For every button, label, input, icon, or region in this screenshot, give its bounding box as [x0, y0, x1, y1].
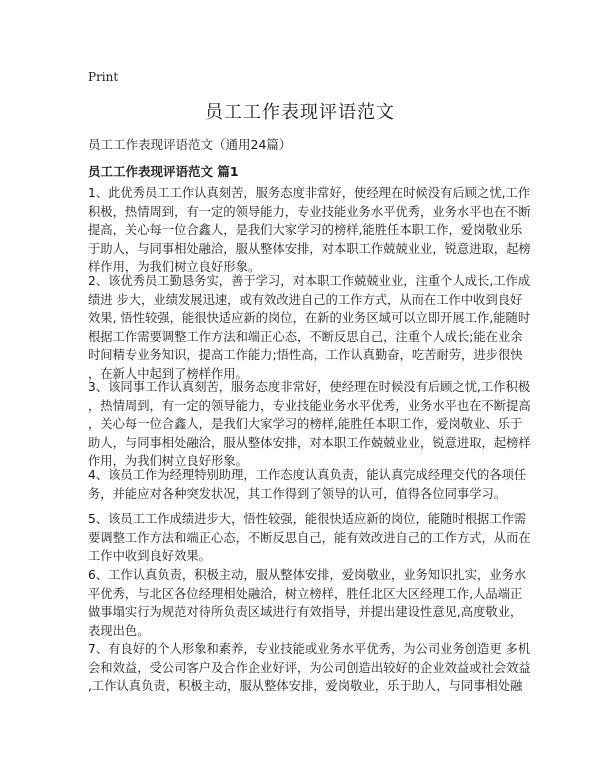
- paragraph-line: ，在新人中起到了榜样作用。: [88, 366, 248, 381]
- paragraph-3: [88, 378, 531, 471]
- paragraph-line: 要调整工作方法和端正心态，不断反思自己，能有效改进自己的工作方式，从而在: [88, 530, 531, 545]
- paragraph-line: 根据工作需要调整工作方法和端正心态，不断反思自己，注重个人成长;能在业余: [88, 329, 523, 344]
- paragraph-line: 积极，热情周到，有一定的领导能力，专业技能业务水平优秀，业务水平也在不断: [88, 204, 531, 219]
- paragraph-line: 于助人，与同事相处融洽，服从整体安排，对本职工作兢兢业业，锐意进取，起榜: [88, 241, 531, 256]
- paragraph-line: 务，并能应对各种突发状况，其工作得到了领导的认可，值得各位同事学习。: [88, 486, 507, 501]
- paragraph-line: 表现出色。: [88, 623, 150, 638]
- paragraph-line: 绩进 步大，业绩发展迅速，或有效改进自己的工作方式，从而在工作中收到良好: [88, 292, 523, 307]
- paragraph-5: [88, 510, 531, 566]
- paragraph-line: 6、工作认真负责，积极主动，服从整体安排，爱岗敬业，业务知识扎实，业务水: [88, 568, 527, 582]
- paragraph-line: 做事塌实行为规范对待所负责区域进行有效指导，并提出建设性意见,高度敬业，: [88, 605, 523, 619]
- paragraph-line: 样作用，为我们树立良好形象。: [88, 260, 261, 274]
- paragraph-line: 助人，与同事相处融洽，服从整体安排，对本职工作兢兢业业，锐意进取，起榜样: [88, 435, 531, 450]
- paragraph-line: 1、此优秀员工工作认真刻苦，服务态度非常好，使经理在时候没有后顾之忧,工作: [88, 186, 531, 200]
- paragraph-line: ，热情周到，有一定的领导能力，专业技能业务水平优秀，业务水平也在不断提高: [88, 398, 531, 413]
- paragraph-2: [88, 272, 531, 383]
- paragraph-line: 3、该同事工作认真刻苦，服务态度非常好，使经理在时候没有后顾之忧,工作积极: [88, 380, 531, 394]
- print-link[interactable]: Print: [88, 70, 119, 84]
- paragraph-line: 时间精专业务知识，提高工作能力;悟性高，工作认真勤奋，吃苦耐劳，进步很快: [88, 348, 523, 362]
- document-subtitle: 员工工作表现评语范文（通用24篇）: [88, 137, 292, 152]
- page-title: 员工工作表现评语范文: [205, 102, 395, 123]
- paragraph-line: ,工作认真负责，积极主动，服从整体安排，爱岗敬业，乐于助人，与同事相处融: [88, 679, 523, 693]
- paragraph-line: 作用，为我们树立良好形象。: [88, 454, 248, 468]
- paragraph-line: 4、该员工作为经理特别助理，工作态度认真负责，能认真完成经理交代的各项任: [88, 468, 527, 482]
- paragraph-line: 会和效益，受公司客户及合作企业好评，为公司创造出较好的企业效益或社会效益: [88, 660, 531, 675]
- paragraph-line: 效果, 悟性较强，能很快适应新的岗位，在新的业务区域可以立即开展工作,能随时: [88, 311, 531, 325]
- paragraph-line: 2、该优秀员工勤恳务实，善于学习，对本职工作兢兢业业，注重个人成长,工作成: [88, 274, 531, 288]
- paragraph-line: 工作中收到良好效果。: [88, 549, 211, 563]
- paragraph-line: 提高，关心每一位合鑫人，是我们大家学习的榜样,能胜任本职工作，爱岗敬业乐: [88, 223, 523, 237]
- paragraph-1: [88, 184, 531, 277]
- paragraph-line: ，关心每一位合鑫人，是我们大家学习的榜样,能胜任本职工作，爱岗敬业、乐于: [88, 417, 523, 431]
- paragraph-line: 7、有良好的个人形象和素养，专业技能或业务水平优秀，为公司业务创造更 多机: [88, 642, 531, 656]
- paragraph-line: 平优秀，与北区各位经理相处融洽，树立榜样，胜任北区大区经理工作,人品端正: [88, 586, 523, 601]
- paragraph-6: [88, 566, 527, 640]
- paragraph-7: [88, 640, 531, 696]
- section-heading: 员工工作表现评语范文 篇1: [88, 164, 239, 179]
- paragraph-4: [88, 466, 527, 503]
- paragraph-line: 5、该员工工作成绩进步大，悟性较强，能很快适应新的岗位，能随时根据工作需: [88, 512, 527, 526]
